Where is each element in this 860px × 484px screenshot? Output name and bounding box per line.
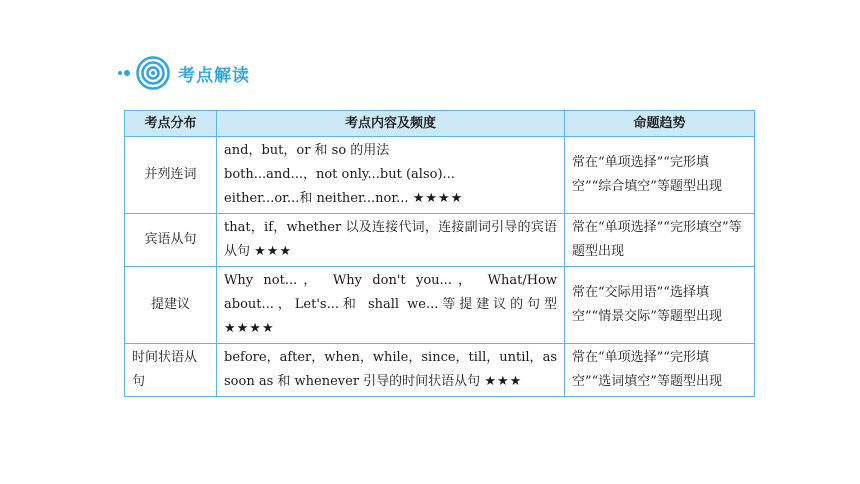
trend-cell: 常在“单项选择”“完形填空”“综合填空”等题型出现 — [565, 137, 755, 214]
frequency-stars: ★★★★ — [224, 321, 275, 336]
content-cell — [217, 267, 565, 344]
content-line: Why not...， Why don't you...， What/How about...，Let's...和 shall we...等提建议的句型 — [224, 273, 557, 312]
header-topic: 考点分布 — [125, 111, 217, 137]
table-row — [125, 214, 755, 267]
target-icon — [136, 56, 170, 90]
topic-cell: 时间状语从句 — [125, 344, 217, 397]
table-row — [125, 137, 755, 214]
trend-cell: 常在“交际用语”“选择填空”“情景交际”等题型出现 — [565, 267, 755, 344]
content-cell — [217, 214, 565, 267]
topic-cell: 并列连词 — [125, 137, 217, 214]
section-header — [118, 55, 250, 91]
content-line: either...or...和 neither...nor... — [224, 191, 409, 206]
table-row — [125, 267, 755, 344]
frequency-stars: ★★★★ — [412, 191, 464, 206]
content-cell — [217, 137, 565, 214]
content-cell — [217, 344, 565, 397]
content-line: both...and...，not only...but (also)... — [224, 167, 455, 182]
decorative-dots — [118, 70, 132, 76]
content-line: and，but，or 和 so 的用法 — [224, 143, 390, 158]
header-content: 考点内容及频度 — [217, 111, 565, 137]
frequency-stars: ★★★ — [484, 374, 523, 389]
header-trend: 命题趋势 — [565, 111, 755, 137]
content-line: before，after，when，while，since，till，until，as soon as 和 whenever 引导的时间状语从句 — [224, 350, 557, 389]
exam-points-table — [124, 110, 755, 397]
trend-cell: 常在“单项选择”“完形填空”等题型出现 — [565, 214, 755, 267]
frequency-stars: ★★★ — [254, 244, 293, 259]
topic-cell: 提建议 — [125, 267, 217, 344]
content-line: that，if，whether 以及连接代词，连接副词引导的宾语从句 — [224, 220, 557, 259]
table-row — [125, 344, 755, 397]
section-title: 考点解读 — [178, 65, 250, 86]
trend-cell: 常在“单项选择”“完形填空”“选词填空”等题型出现 — [565, 344, 755, 397]
topic-cell: 宾语从句 — [125, 214, 217, 267]
table-header-row — [125, 111, 755, 137]
